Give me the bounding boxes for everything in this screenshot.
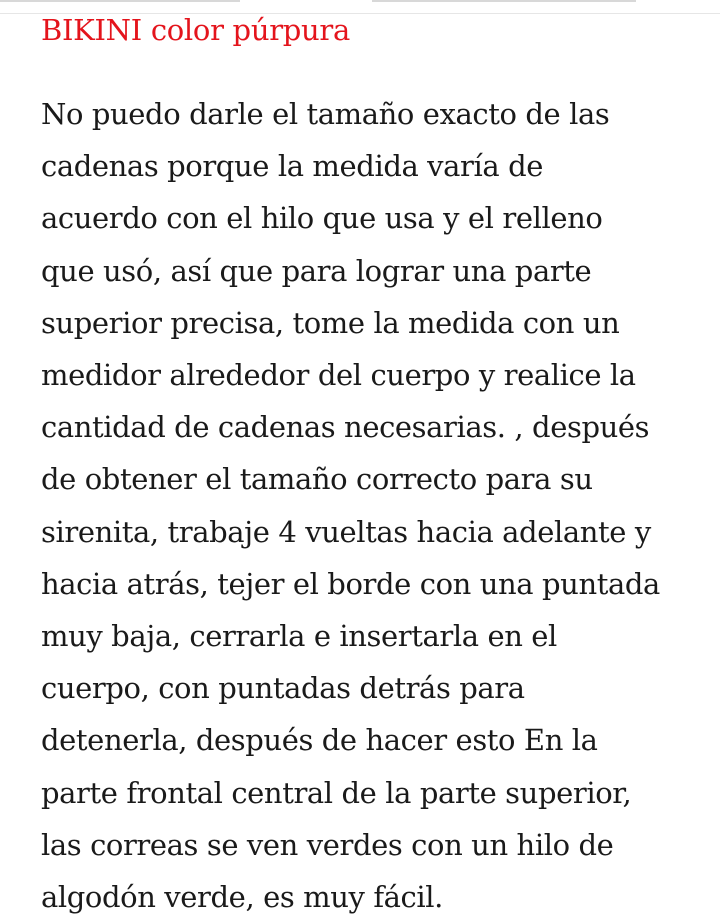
paragraph-line: sirenita, trabaje 4 vueltas hacia adelante y	[41, 514, 651, 549]
paragraph-line: medidor alrededor del cuerpo y realice la	[41, 358, 636, 393]
paragraph-line: de obtener el tamaño correcto para su	[41, 462, 593, 497]
paragraph-line: que usó, así que para lograr una parte	[41, 253, 592, 288]
divider-segment-right	[372, 0, 636, 2]
paragraph-line: cantidad de cadenas necesarias. , después	[41, 410, 650, 445]
paragraph-line: No puedo darle el tamaño exacto de las	[41, 97, 610, 131]
paragraph-line: hacia atrás, tejer el borde con una puntada	[41, 566, 660, 601]
paragraph-line: detenerla, después de hacer esto En la	[41, 723, 598, 758]
paragraph-line: algodón verde, es muy fácil.	[41, 880, 443, 915]
paragraph-line: cadenas porque la medida varía de	[41, 149, 544, 184]
paragraph-line: cuerpo, con puntadas detrás para	[41, 671, 525, 706]
paragraph-line: parte frontal central de la parte superior,	[41, 775, 632, 810]
divider-segment-left	[0, 0, 240, 2]
article-paragraph	[41, 88, 713, 923]
section-heading: BIKINI color púrpura	[41, 13, 350, 47]
paragraph-line: las correas se ven verdes con un hilo de	[41, 827, 614, 862]
paragraph-line: superior precisa, tome la medida con un	[41, 305, 620, 340]
paragraph-line: muy baja, cerrarla e insertarla en el	[41, 619, 557, 654]
paragraph-line: acuerdo con el hilo que usa y el relleno	[41, 201, 603, 236]
